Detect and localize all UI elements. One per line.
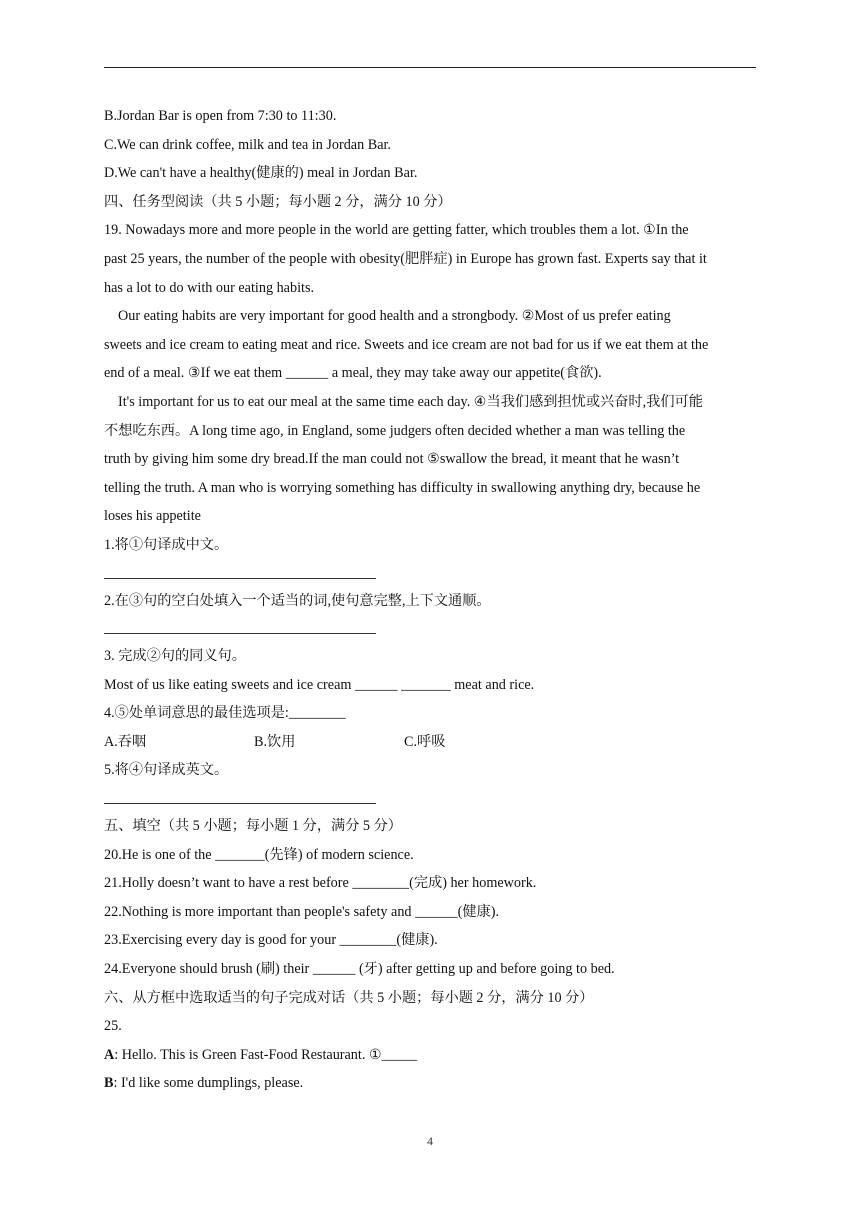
page-number: 4: [427, 1134, 433, 1148]
option-b: B.饮用: [254, 733, 296, 750]
dialogue-text-a: : Hello. This is Green Fast-Food Restaurant. ①_____: [114, 1046, 418, 1063]
section-6-heading: 六、从方框中选取适当的句子完成对话（共 5 小题；每小题 2 分，满分 10 分）: [104, 989, 594, 1006]
fill-item-20: 20.He is one of the _______(先锋) of modern science.: [104, 846, 414, 863]
speaker-a: A: [104, 1046, 115, 1063]
question-4: 4.⑤处单词意思的最佳选项是:________: [104, 705, 346, 722]
passage-line: past 25 years, the number of the people with obesity(肥胖症) in Europe has grown fast. Experts say that it: [104, 250, 707, 267]
passage-line: 19. Nowadays more and more people in the world are getting fatter, which troubles them a lot. ①In the: [104, 222, 689, 239]
page-content: [104, 102, 756, 1098]
dialogue-line-a: [104, 1041, 756, 1070]
question-3-sentence: Most of us like eating sweets and ice cream ______ _______ meat and rice.: [104, 676, 535, 693]
passage-line: 不想吃东西。A long time ago, in England, some judgers often decided whether a man was telling the: [104, 422, 686, 439]
answer-line-2[interactable]: [104, 615, 376, 634]
option-c: C.We can drink coffee, milk and tea in Jordan Bar.: [104, 136, 391, 153]
dialogue-text-b: : I'd like some dumplings, please.: [113, 1075, 304, 1092]
option-d: D.We can't have a healthy(健康的) meal in Jordan Bar.: [104, 165, 418, 182]
passage-line: sweets and ice cream to eating meat and rice. Sweets and ice cream are not bad for us if we eat them at the: [104, 336, 709, 353]
section-4-heading: 四、任务型阅读（共 5 小题；每小题 2 分，满分 10 分）: [104, 193, 452, 210]
option-b: B.Jordan Bar is open from 7:30 to 11:30.: [104, 108, 337, 124]
fill-item-24: 24.Everyone should brush (刷) their ______ (牙) after getting up and before going to bed.: [104, 961, 615, 978]
section-5-heading: 五、填空（共 5 小题；每小题 1 分，满分 5 分）: [104, 818, 402, 835]
passage-line: loses his appetite: [104, 508, 201, 525]
question-25-number: 25.: [104, 1018, 122, 1035]
question-1: 1.将①句译成中文。: [104, 536, 229, 553]
passage-line: Our eating habits are very important for good health and a strongbody. ②Most of us prefer eating: [118, 308, 671, 325]
fill-item-23: 23.Exercising every day is good for your ________(健康).: [104, 932, 438, 949]
fill-item-22: 22.Nothing is more important than people's safety and ______(健康).: [104, 903, 500, 920]
answer-line-5[interactable]: [104, 785, 376, 804]
passage-line: telling the truth. A man who is worrying something has difficulty in swallowing anything dry, because he: [104, 479, 701, 496]
passage-line: It's important for us to eat our meal at the same time each day. ④当我们感到担忧或兴奋时,我们可能: [118, 393, 703, 410]
option-a: A.吞咽: [104, 733, 147, 750]
question-4-options: [104, 728, 756, 757]
question-5: 5.将④句译成英文。: [104, 762, 229, 779]
question-3: 3. 完成②句的同义句。: [104, 648, 246, 665]
option-c: C.呼吸: [404, 733, 446, 750]
dialogue-line-b: [104, 1069, 756, 1098]
fill-item-21: 21.Holly doesn’t want to have a rest before ________(完成) her homework.: [104, 875, 537, 892]
speaker-b: B: [104, 1075, 114, 1092]
question-2: 2.在③句的空白处填入一个适当的词,使句意完整,上下文通顺。: [104, 592, 491, 609]
passage-line: has a lot to do with our eating habits.: [104, 279, 315, 296]
passage-line: end of a meal. ③If we eat them ______ a meal, they may take away our appetite(食欲).: [104, 365, 602, 382]
header-rule: [104, 67, 756, 68]
answer-line-1[interactable]: [104, 560, 376, 579]
passage-line: truth by giving him some dry bread.If the man could not ⑤swallow the bread, it meant that he wasn’t: [104, 451, 680, 468]
